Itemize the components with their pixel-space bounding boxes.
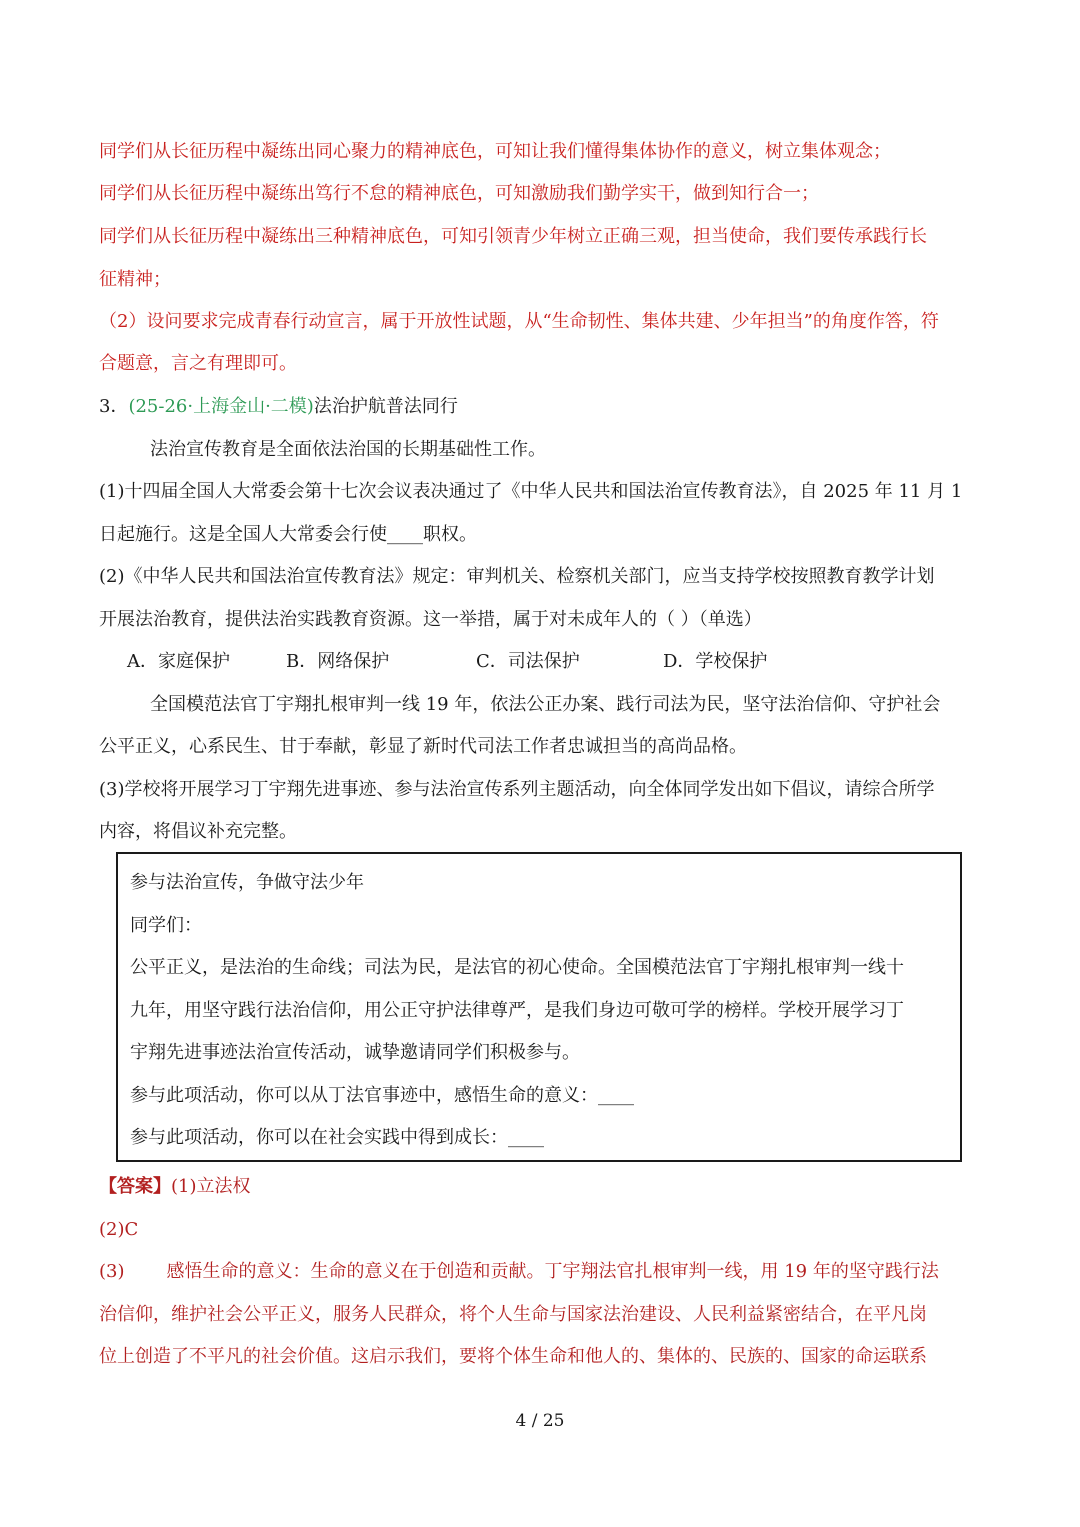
answer-explanation-line: （2）设问要求完成青春行动宣言，属于开放性试题，从“生命韧性、集体共建、少年担当”的角度作答，符 bbox=[99, 311, 939, 332]
question-heading bbox=[99, 395, 989, 419]
question-2-line: (2)《中华人民共和国法治宣传教育法》规定：审判机关、检察机关部门，应当支持学校按照教育教学计划 bbox=[99, 566, 935, 587]
answer-3-line: 位上创造了不平凡的社会价值。这启示我们，要将个体生命和他人的、集体的、民族的、国家的命运联系 bbox=[99, 1346, 927, 1367]
question-1-line: 日起施行。这是全国人大常委会行使____职权。 bbox=[99, 524, 477, 545]
question-source: (25-26·上海金山·二模) bbox=[128, 396, 314, 417]
answer-3-number: (3) bbox=[99, 1261, 125, 1282]
question-number: 3． bbox=[99, 396, 129, 417]
proposal-prompt-1: 参与此项活动，你可以从丁法官事迹中，感悟生命的意义：____ bbox=[130, 1085, 634, 1106]
option-d: D．学校保护 bbox=[663, 651, 768, 672]
question-1-line: (1)十四届全国人大常委会第十七次会议表决通过了《中华人民共和国法治宣传教育法》，自 2025 年 11 月 1 bbox=[99, 481, 963, 502]
proposal-greeting: 同学们： bbox=[130, 915, 202, 936]
answer-1-text: (1)立法权 bbox=[171, 1176, 251, 1197]
material-2-line: 全国模范法官丁宇翔扎根审判一线 19 年，依法公正办案、践行司法为民，坚守法治信仰、守护社会 bbox=[150, 694, 941, 715]
option-b: B．网络保护 bbox=[286, 651, 390, 672]
material-intro: 法治宣传教育是全面依法治国的长期基础性工作。 bbox=[150, 439, 546, 460]
proposal-box bbox=[116, 852, 962, 1162]
question-3-line: 内容，将倡议补充完整。 bbox=[99, 821, 297, 842]
option-a: A．家庭保护 bbox=[127, 651, 230, 672]
option-c: C．司法保护 bbox=[476, 651, 580, 672]
answer-explanation-line: 征精神； bbox=[99, 269, 171, 290]
question-title: 法治护航普法同行 bbox=[313, 396, 458, 417]
answer-explanation-line: 合题意，言之有理即可。 bbox=[99, 353, 297, 374]
answer-explanation-line: 同学们从长征历程中凝练出三种精神底色，可知引领青少年树立正确三观，担当使命，我们要传承践行长 bbox=[99, 226, 927, 247]
proposal-body-line: 九年，用坚守践行法治信仰，用公正守护法律尊严，是我们身边可敬可学的榜样。学校开展学习丁 bbox=[130, 1000, 904, 1021]
proposal-title: 参与法治宣传，争做守法少年 bbox=[130, 872, 364, 893]
answer-explanation-line: 同学们从长征历程中凝练出同心聚力的精神底色，可知让我们懂得集体协作的意义，树立集体观念； bbox=[99, 141, 891, 162]
answer-3-text: 感悟生命的意义：生命的意义在于创造和贡献。丁宇翔法官扎根审判一线，用 19 年的坚守践行法 bbox=[166, 1261, 939, 1282]
proposal-body-line: 宇翔先进事迹法治宣传活动，诚挚邀请同学们积极参与。 bbox=[130, 1042, 580, 1063]
question-3-line: (3)学校将开展学习丁宇翔先进事迹、参与法治宣传系列主题活动，向全体同学发出如下倡议，请综合所学 bbox=[99, 779, 935, 800]
answer-2: (2)C bbox=[99, 1219, 139, 1240]
question-2-line: 开展法治教育，提供法治实践教育资源。这一举措，属于对未成年人的（ ）（单选） bbox=[99, 609, 762, 630]
proposal-prompt-2: 参与此项活动，你可以在社会实践中得到成长：____ bbox=[130, 1127, 544, 1148]
proposal-body-line: 公平正义，是法治的生命线；司法为民，是法官的初心使命。全国模范法官丁宇翔扎根审判一线十 bbox=[130, 957, 904, 978]
material-2-line: 公平正义，心系民生、甘于奉献，彰显了新时代司法工作者忠诚担当的高尚品格。 bbox=[99, 736, 747, 757]
answer-3-line: 治信仰，维护社会公平正义，服务人民群众，将个人生命与国家法治建设、人民利益紧密结合，在平凡岗 bbox=[99, 1304, 927, 1325]
page-number: 4 / 25 bbox=[515, 1411, 565, 1431]
answer-1 bbox=[99, 1175, 989, 1199]
answer-explanation-line: 同学们从长征历程中凝练出笃行不怠的精神底色，可知激励我们勤学实干，做到知行合一； bbox=[99, 183, 819, 204]
answer-label: 【答案】 bbox=[99, 1176, 171, 1197]
answer-3-line bbox=[99, 1260, 989, 1284]
